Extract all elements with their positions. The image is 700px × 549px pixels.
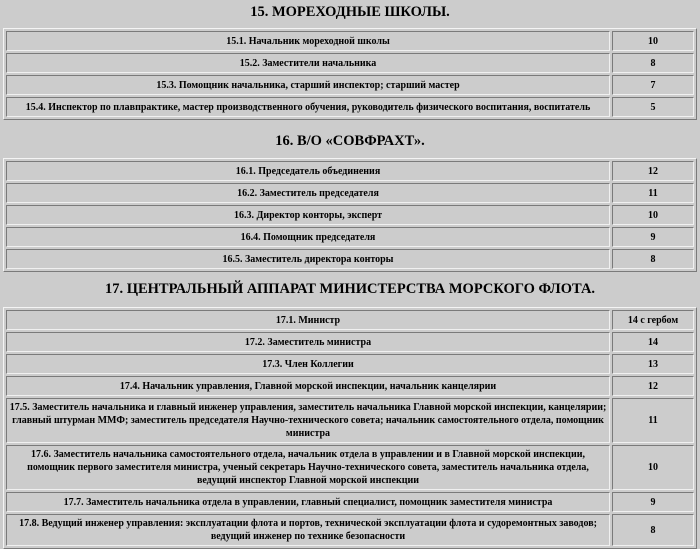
value-cell: 14 с гербом [612,310,694,330]
table-row [6,205,694,225]
table-row [6,31,694,51]
table-row [6,75,694,95]
value-cell: 12 [612,376,694,396]
table-row [6,398,694,443]
position-cell: 16.5. Заместитель директора конторы [6,249,610,269]
position-cell: 16.4. Помощник председателя [6,227,610,247]
position-cell: 17.4. Начальник управления, Главной морской инспекции, начальник канцелярии [6,376,610,396]
position-cell: 15.4. Инспектор по плавпрактике, мастер производственного обучения, руководитель физического воспитания, воспитатель [6,97,610,117]
table-row [6,227,694,247]
value-cell: 8 [612,514,694,546]
value-cell: 5 [612,97,694,117]
position-cell: 16.3. Директор конторы, эксперт [6,205,610,225]
position-cell: 17.2. Заместитель министра [6,332,610,352]
value-cell: 11 [612,183,694,203]
value-cell: 10 [612,445,694,490]
value-cell: 11 [612,398,694,443]
table-row [6,376,694,396]
value-cell: 13 [612,354,694,374]
position-cell: 17.3. Член Коллегии [6,354,610,374]
value-cell: 9 [612,227,694,247]
position-cell: 17.1. Министр [6,310,610,330]
position-cell: 17.5. Заместитель начальника и главный инженер управления, заместитель начальника Главной морской инспекции, канцелярии; главный штурман ММФ; заместитель председателя Научно-технического совета; начальник самостоятельного отдела, помощник министра [6,398,610,443]
table-row [6,310,694,330]
position-cell: 15.1. Начальник мореходной школы [6,31,610,51]
table-row [6,354,694,374]
value-cell: 10 [612,205,694,225]
table-row [6,97,694,117]
table-row [6,53,694,73]
position-cell: 17.7. Заместитель начальника отдела в управлении, главный специалист, помощник заместителя министра [6,492,610,512]
position-cell: 17.8. Ведущий инженер управления: эксплуатации флота и портов, технической эксплуатации флота и судоремонтных заводов; ведущий инженер по технике безопасности [6,514,610,546]
value-cell: 14 [612,332,694,352]
table-row [6,492,694,512]
position-cell: 15.3. Помощник начальника, старший инспектор; старший мастер [6,75,610,95]
table-row [6,161,694,181]
value-cell: 8 [612,53,694,73]
table-row [6,514,694,546]
section-title-17: 17. ЦЕНТРАЛЬНЫЙ АППАРАТ МИНИСТЕРСТВА МОРСКОГО ФЛОТА. [104,281,596,297]
section-title-15: 15. МОРЕХОДНЫЕ ШКОЛЫ. [250,4,450,20]
position-cell: 16.2. Заместитель председателя [6,183,610,203]
table-section-16 [3,158,697,272]
table-section-17 [3,307,697,549]
value-cell: 10 [612,31,694,51]
value-cell: 8 [612,249,694,269]
position-cell: 17.6. Заместитель начальника самостоятельного отдела, начальник отдела в управлении и в Главной морской инспекции, помощник первого заместителя министра, ученый секретарь Научно-технического совета, заместитель начальника отдела, ведущий инспектор Главной морской инспекции [6,445,610,490]
table-row [6,332,694,352]
table-section-15 [3,28,697,120]
table-row [6,183,694,203]
table-row [6,249,694,269]
value-cell: 12 [612,161,694,181]
section-title-16: 16. В/О «СОВФРАХТ». [275,133,425,149]
position-cell: 15.2. Заместители начальника [6,53,610,73]
value-cell: 9 [612,492,694,512]
value-cell: 7 [612,75,694,95]
table-row [6,445,694,490]
position-cell: 16.1. Председатель объединения [6,161,610,181]
